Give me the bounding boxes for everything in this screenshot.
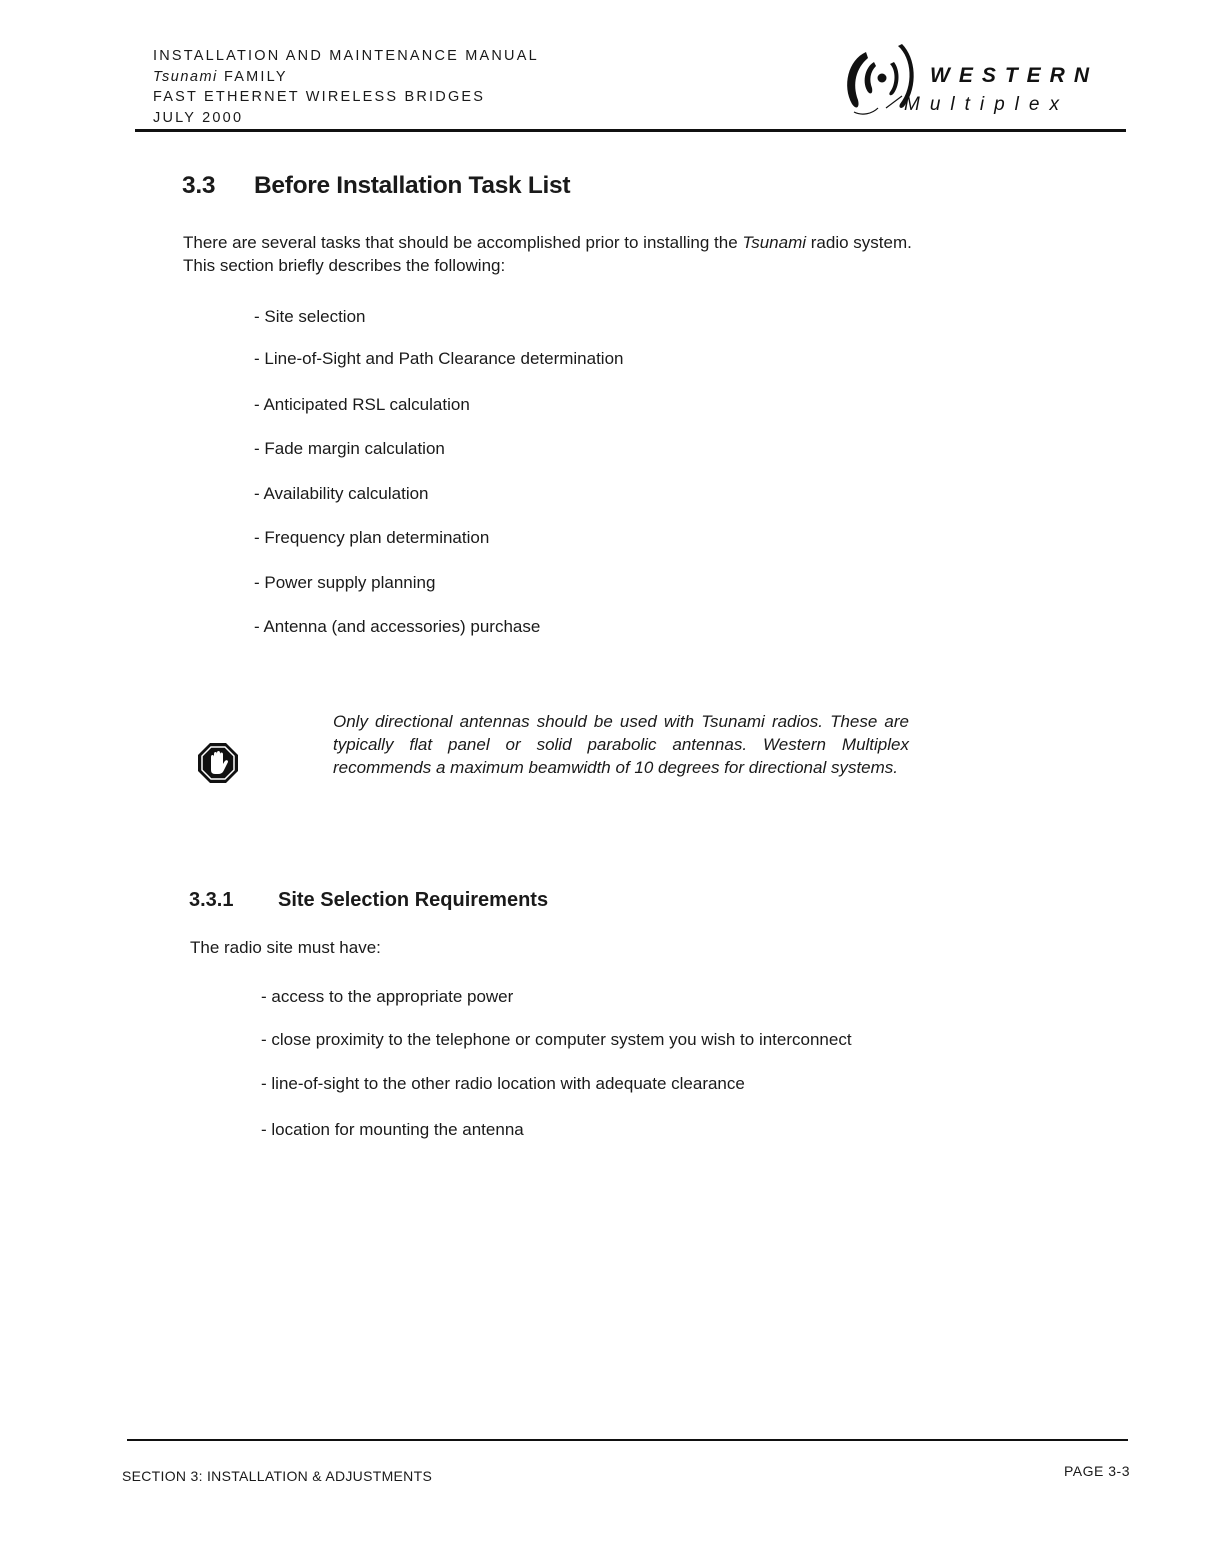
- requirement-item: - line-of-sight to the other radio location with adequate clearance: [261, 1074, 745, 1093]
- task-item: - Site selection: [254, 307, 366, 326]
- footer-section-label: SECTION 3: INSTALLATION & ADJUSTMENTS: [122, 1468, 433, 1484]
- task-item: - Line-of-Sight and Path Clearance determination: [254, 349, 624, 368]
- section-number: 3.3: [182, 172, 216, 199]
- note-text: Only directional antennas should be used with Tsunami radios. These are typically flat panel or solid parabolic antennas. Western Multiplex recommends a maximum beamwidth of 10 degrees for directional systems.: [333, 712, 909, 777]
- footer-page-number: PAGE 3-3: [1064, 1463, 1130, 1479]
- stop-hand-icon: [197, 742, 239, 784]
- task-item: - Frequency plan determination: [254, 528, 490, 547]
- header-manual-title: INSTALLATION AND MAINTENANCE MANUAL: [153, 48, 539, 64]
- logo-word-multiplex: Multiplex: [904, 94, 1069, 115]
- intro-text-italic: Tsunami: [742, 233, 807, 252]
- company-logo: [838, 38, 1118, 120]
- intro-text-line2: This section briefly describes the following:: [183, 256, 506, 275]
- section-intro: [183, 231, 1083, 277]
- document-header: [153, 46, 539, 128]
- task-item: - Availability calculation: [254, 484, 429, 503]
- intro-text-part2: radio system.: [806, 233, 912, 252]
- logo-word-western: WESTERN: [930, 64, 1098, 87]
- requirement-item: - access to the appropriate power: [261, 987, 514, 1006]
- section-title: Before Installation Task List: [254, 172, 571, 199]
- header-family-italic: Tsunami: [153, 68, 218, 85]
- subsection-heading: [189, 889, 548, 912]
- header-product: FAST ETHERNET WIRELESS BRIDGES: [153, 89, 486, 105]
- requirement-item: - location for mounting the antenna: [261, 1120, 524, 1139]
- section-heading: [182, 172, 570, 200]
- footer-divider: [127, 1439, 1128, 1441]
- header-divider: [135, 129, 1126, 132]
- task-item: - Antenna (and accessories) purchase: [254, 617, 541, 636]
- requirement-item: - close proximity to the telephone or computer system you wish to interconnect: [261, 1030, 852, 1049]
- header-family: [153, 67, 539, 88]
- task-item: - Fade margin calculation: [254, 439, 445, 458]
- subsection-title: Site Selection Requirements: [278, 889, 549, 911]
- header-date: JULY 2000: [153, 109, 244, 126]
- subsection-intro: The radio site must have:: [190, 938, 381, 957]
- task-item: - Power supply planning: [254, 573, 436, 592]
- subsection-number: 3.3.1: [189, 889, 234, 911]
- task-item: - Anticipated RSL calculation: [254, 395, 470, 414]
- header-family-rest: FAMILY: [217, 68, 288, 85]
- intro-text-part1: There are several tasks that should be accomplished prior to installing the: [183, 233, 743, 252]
